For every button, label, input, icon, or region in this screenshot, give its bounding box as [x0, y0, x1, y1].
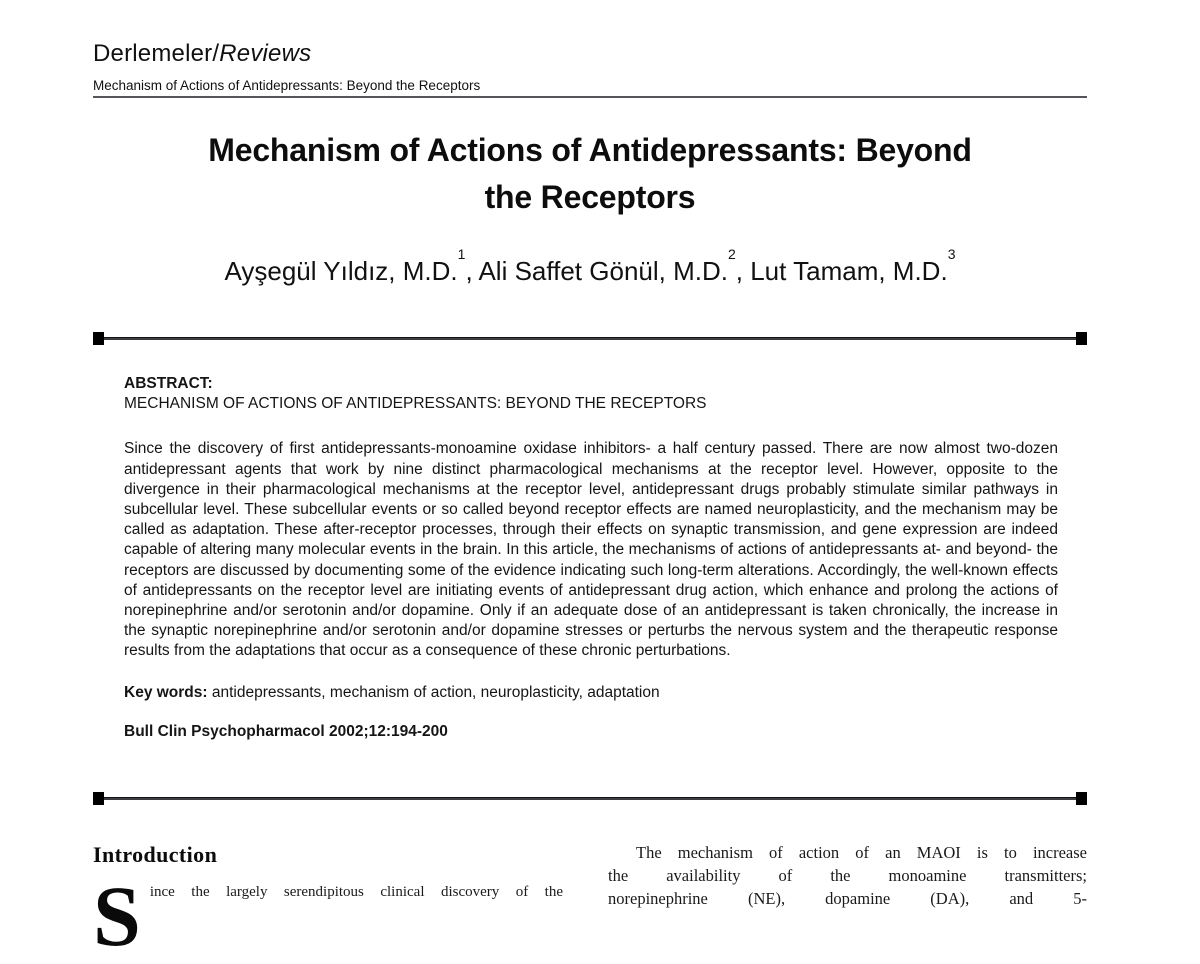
article-title-line1: Mechanism of Actions of Antidepressants: Beyond	[208, 132, 972, 168]
divider-end-square-right	[1076, 332, 1087, 345]
divider-line	[97, 797, 1083, 800]
abstract-label: ABSTRACT:	[124, 375, 213, 392]
section-divider-bottom	[93, 792, 1087, 805]
drop-cap: S	[93, 868, 141, 964]
abstract-section	[124, 374, 1058, 742]
authors-line	[93, 246, 1087, 287]
body-text-line: the availability of the monoamine transmitters;	[608, 866, 1087, 885]
article-title-line2: the Receptors	[484, 179, 696, 215]
divider-end-square-left	[93, 792, 104, 805]
article-title	[93, 127, 1087, 221]
column-left	[93, 842, 563, 964]
keywords-line	[124, 683, 1058, 703]
introduction-opening-line: ince the largely serendipitous clinical discovery of the	[149, 884, 563, 900]
divider-line	[97, 337, 1083, 340]
citation-line: Bull Clin Psychopharmacol 2002;12:194-200	[124, 722, 448, 740]
column-right	[608, 841, 1087, 910]
page-header	[93, 40, 1087, 93]
section-divider-top	[93, 332, 1087, 345]
journal-section-label-italic: Reviews	[219, 40, 312, 67]
body-text-line: norepinephrine (NE), dopamine (DA), and 5-	[608, 889, 1087, 908]
journal-section-label: Derlemeler/	[93, 40, 220, 67]
keywords-label: Key words:	[124, 683, 208, 701]
author-name: Lut Tamam, M.D.	[750, 256, 948, 286]
introduction-paragraph	[93, 868, 563, 964]
keywords-text: antidepressants, mechanism of action, neuroplasticity, adaptation	[207, 683, 660, 701]
header-rule	[93, 96, 1087, 98]
body-text-line: The mechanism of action of an MAOI is to increase	[636, 843, 1087, 862]
abstract-heading: MECHANISM OF ACTIONS OF ANTIDEPRESSANTS: BEYOND THE RECEPTORS	[124, 395, 707, 413]
journal-section-title	[93, 40, 1087, 68]
divider-end-square-right	[1076, 792, 1087, 805]
author-separator: ,	[465, 256, 479, 286]
introduction-heading: Introduction	[93, 842, 218, 867]
author-affiliation-sup: 2	[727, 246, 736, 263]
divider-end-square-left	[93, 332, 104, 345]
author-affiliation-sup: 3	[947, 246, 956, 263]
author-name: Ali Saffet Gönül, M.D.	[478, 256, 728, 286]
abstract-body: Since the discovery of first antidepressants-monoamine oxidase inhibitors- a half century passed. There are now almost two-dozen antidepressant agents that work by nine distinct pharmacological mechanisms at the receptor level. However, opposite to the divergence in their pharmacological mechanisms at the receptor level, antidepressant drugs probably stimulate similar pathways in subcellular level. These subcellular events or so called beyond receptor effects are named neuroplasticity, and the mechanism may be called as adaptation. These after-receptor processes, through their effects on synaptic transmission, and gene expression are indeed capable of altering many molecular events in the brain. In this article, the mechanisms of actions of antidepressants at- and beyond- the receptors are discussed by documenting some of the evidence indicating such long-term alterations. Accordingly, the well-known effects of antidepressants on the receptor level are initiating events of antidepressant drug action, which enhance and prolong the actions of norepinephrine and/or serotonin and/or dopamine. Only if an adequate dose of an antidepressant is taken chronically, the increase in the synaptic norepinephrine and/or serotonin and/or dopamine stresses or perturbs the nervous system and the therapeutic response results from the adaptations that occur as a consequence of these chronic perturbations.	[124, 440, 1058, 660]
author-name: Ayşegül Yıldız, M.D.	[224, 256, 458, 286]
running-title: Mechanism of Actions of Antidepressants: Beyond the Receptors	[93, 78, 481, 93]
author-separator: ,	[735, 256, 751, 286]
author-affiliation-sup: 1	[457, 246, 466, 263]
